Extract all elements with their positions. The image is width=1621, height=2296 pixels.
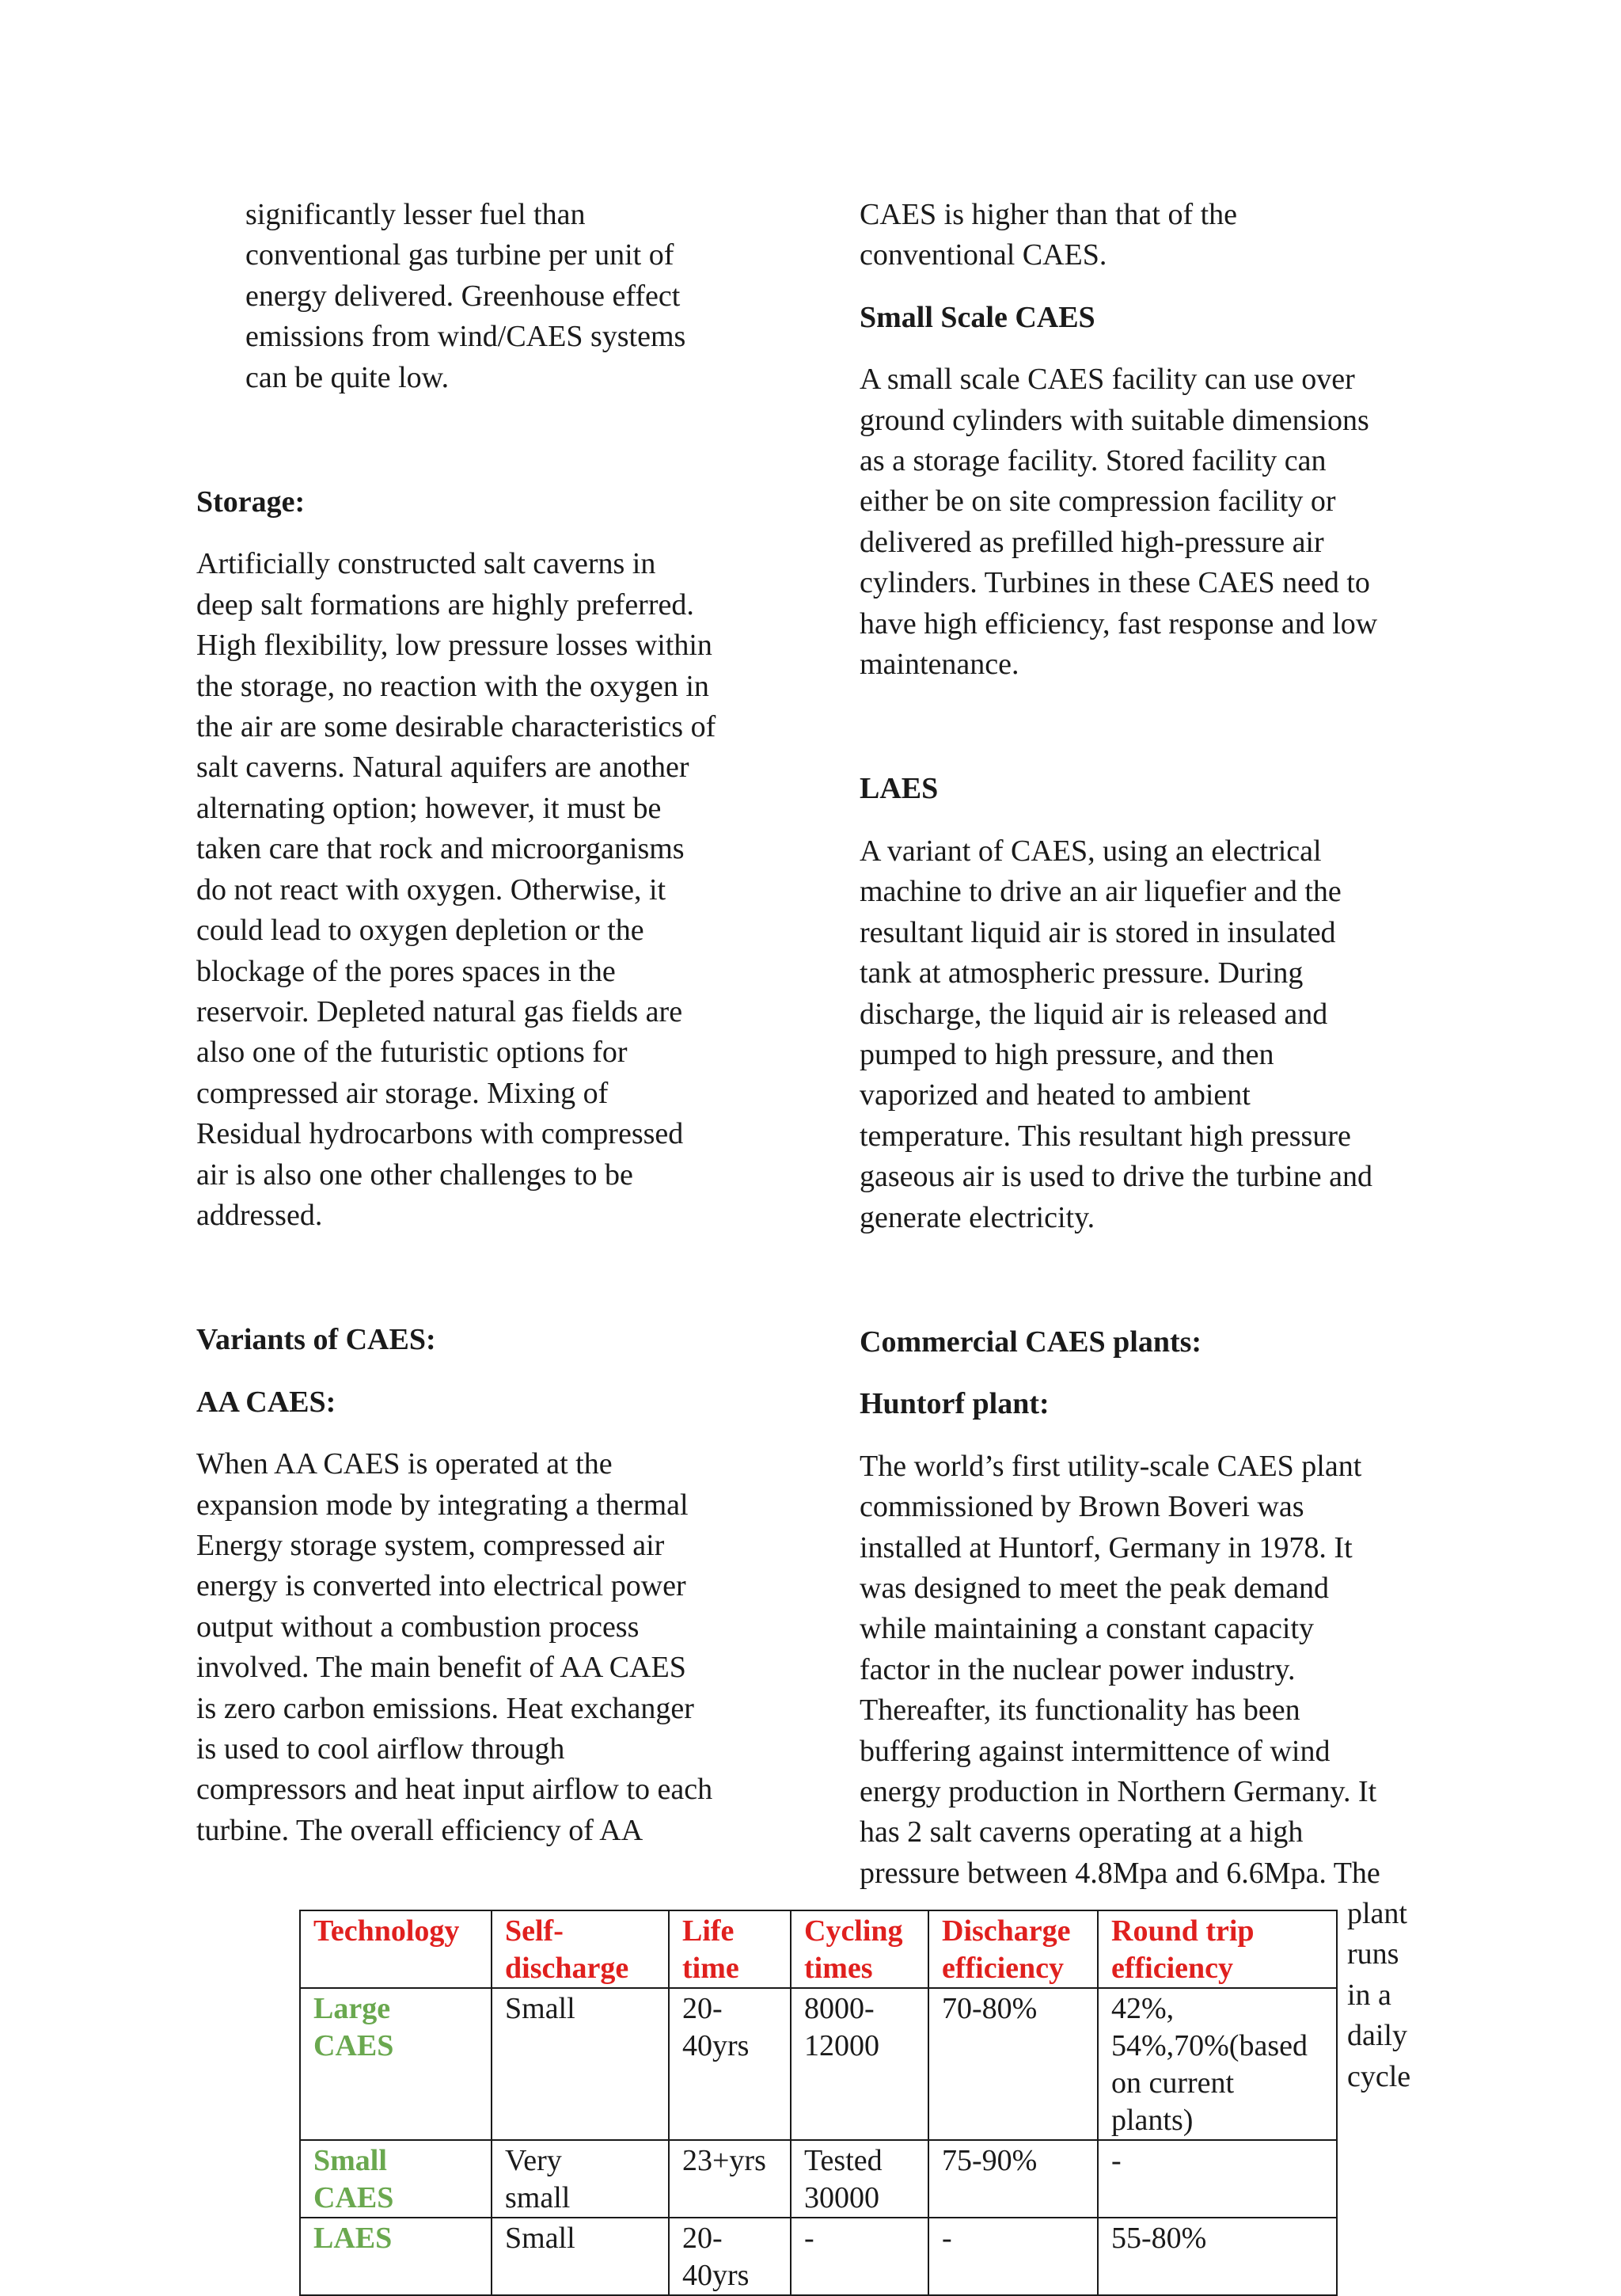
intro-paragraph <box>196 195 798 398</box>
header-technology: Technology <box>300 1910 492 1988</box>
text-line: turbine. The overall efficiency of AA <box>196 1813 643 1847</box>
technology-comparison-table <box>299 1910 1338 2296</box>
commercial-caes-heading: Commercial CAES plants: <box>860 1325 1202 1359</box>
text-line: taken care that rock and microorganisms <box>196 832 685 866</box>
text-line: was designed to meet the peak demand <box>860 1571 1330 1605</box>
text-line: temperature. This resultant high pressure <box>860 1119 1351 1153</box>
table-cell: - <box>791 2218 928 2295</box>
text-line: pressure between 4.8Mpa and 6.6Mpa. The <box>860 1856 1380 1890</box>
text-line: When AA CAES is operated at the <box>196 1447 613 1481</box>
header-cycling-times: Cycling times <box>791 1910 928 1988</box>
text-line: plant <box>1347 1897 1407 1930</box>
text-line: output without a combustion process <box>196 1610 640 1644</box>
technology-cell: LAES <box>300 2218 492 2295</box>
text-line: the air are some desirable characteristics of <box>196 710 716 744</box>
text-line: also one of the futuristic options for <box>196 1036 628 1070</box>
text-line: daily <box>1347 2019 1407 2053</box>
text-line: compressed air storage. Mixing of <box>196 1076 609 1110</box>
text-line: expansion mode by integrating a thermal <box>196 1488 689 1522</box>
huntorf-paragraph <box>860 1446 1445 1894</box>
technology-cell: Large CAES <box>300 1988 492 2140</box>
text-line: conventional gas turbine per unit of <box>245 238 674 272</box>
laes-paragraph <box>860 831 1445 1238</box>
text-line: buffering against intermittence of wind <box>860 1734 1331 1768</box>
text-line: is zero carbon emissions. Heat exchanger <box>196 1691 694 1725</box>
left-column <box>196 195 798 1851</box>
right-column <box>860 195 1445 1894</box>
text-line: significantly lesser fuel than <box>245 198 586 231</box>
text-line: in a <box>1347 1978 1391 2012</box>
table-cell: - <box>928 2218 1098 2295</box>
table-cell: 70-80% <box>928 1988 1098 2140</box>
table-cell: 75-90% <box>928 2140 1098 2218</box>
header-life-time: Life time <box>669 1910 791 1988</box>
text-line: gaseous air is used to drive the turbine and <box>860 1160 1372 1194</box>
text-line: either be on site compression facility or <box>860 485 1336 519</box>
text-line: conventional CAES. <box>860 238 1107 272</box>
text-line: Residual hydrocarbons with compressed <box>196 1117 684 1151</box>
text-line: air is also one other challenges to be <box>196 1158 633 1192</box>
header-discharge-efficiency: Discharge efficiency <box>928 1910 1098 1988</box>
table-header-row <box>300 1910 1337 1988</box>
text-line: cylinders. Turbines in these CAES need to <box>860 566 1370 600</box>
header-self-discharge: Self- discharge <box>492 1910 669 1988</box>
huntorf-paragraph-tail <box>1347 1894 1442 2097</box>
table-cell: Very small <box>492 2140 669 2218</box>
table-cell: Small <box>492 1988 669 2140</box>
text-line: resultant liquid air is stored in insulated <box>860 915 1336 949</box>
text-line: involved. The main benefit of AA CAES <box>196 1651 686 1685</box>
text-line: factor in the nuclear power industry. <box>860 1652 1296 1686</box>
header-round-trip-efficiency: Round trip efficiency <box>1098 1910 1337 1988</box>
table-cell: - <box>1098 2140 1337 2218</box>
laes-heading: LAES <box>860 772 939 806</box>
text-line: Artificially constructed salt caverns in <box>196 547 656 581</box>
text-line: do not react with oxygen. Otherwise, it <box>196 872 666 907</box>
text-line: has 2 salt caverns operating at a high <box>860 1815 1304 1849</box>
text-line: maintenance. <box>860 648 1019 682</box>
table-row <box>300 1988 1337 2140</box>
table-cell: 20- 40yrs <box>669 2218 791 2295</box>
text-line: pumped to high pressure, and then <box>860 1037 1274 1071</box>
text-line: energy delivered. Greenhouse effect <box>245 279 681 313</box>
table-cell: 23+yrs <box>669 2140 791 2218</box>
text-line: addressed. <box>196 1198 323 1232</box>
aa-caes-paragraph <box>196 1444 798 1851</box>
text-line: as a storage facility. Stored facility can <box>860 444 1327 478</box>
text-line: A small scale CAES facility can use over <box>860 363 1355 397</box>
text-line: cycle <box>1347 2059 1411 2093</box>
table-cell: Tested 30000 <box>791 2140 928 2218</box>
text-line: Energy storage system, compressed air <box>196 1528 665 1562</box>
aa-caes-heading: AA CAES: <box>196 1385 336 1419</box>
text-line: A variant of CAES, using an electrical <box>860 834 1322 868</box>
text-line: alternating option; however, it must be <box>196 791 662 825</box>
text-line: CAES is higher than that of the <box>860 198 1238 231</box>
text-line: deep salt formations are highly preferred. <box>196 587 694 622</box>
right-intro-paragraph <box>860 195 1445 276</box>
text-line: High flexibility, low pressure losses within <box>196 629 712 663</box>
text-line: energy production in Northern Germany. It <box>860 1775 1377 1808</box>
storage-heading: Storage: <box>196 485 306 519</box>
text-line: is used to cool airflow through <box>196 1732 565 1766</box>
text-line: generate electricity. <box>860 1200 1095 1234</box>
huntorf-heading: Huntorf plant: <box>860 1387 1050 1421</box>
technology-cell: Small CAES <box>300 2140 492 2218</box>
table-cell: 42%, 54%,70%(based on current plants) <box>1098 1988 1337 2140</box>
text-line: the storage, no reaction with the oxygen in <box>196 669 709 703</box>
text-line: vaporized and heated to ambient <box>860 1078 1251 1112</box>
table-cell: 20- 40yrs <box>669 1988 791 2140</box>
table-cell: 55-80% <box>1098 2218 1337 2295</box>
small-scale-paragraph <box>860 359 1445 685</box>
text-line: reservoir. Depleted natural gas fields are <box>196 994 683 1028</box>
text-line: machine to drive an air liquefier and the <box>860 875 1342 909</box>
text-line: could lead to oxygen depletion or the <box>196 914 644 948</box>
table-cell: 8000- 12000 <box>791 1988 928 2140</box>
text-line: tank at atmospheric pressure. During <box>860 956 1304 990</box>
text-line: emissions from wind/CAES systems <box>245 320 686 354</box>
text-line: blockage of the pores spaces in the <box>196 954 616 988</box>
table-row <box>300 2218 1337 2295</box>
text-line: ground cylinders with suitable dimensions <box>860 403 1369 437</box>
text-line: salt caverns. Natural aquifers are another <box>196 751 689 785</box>
text-line: discharge, the liquid air is released and <box>860 997 1328 1031</box>
table-cell: Small <box>492 2218 669 2295</box>
storage-paragraph <box>196 544 798 1236</box>
text-line: compressors and heat input airflow to each <box>196 1773 713 1807</box>
text-line: commissioned by Brown Boveri was <box>860 1490 1304 1524</box>
text-line: runs <box>1347 1937 1399 1971</box>
table-row <box>300 2140 1337 2218</box>
text-line: while maintaining a constant capacity <box>860 1612 1315 1646</box>
text-line: can be quite low. <box>245 360 450 394</box>
text-line: energy is converted into electrical power <box>196 1569 686 1603</box>
text-line: installed at Huntorf, Germany in 1978. It <box>860 1530 1353 1564</box>
text-line: The world’s first utility-scale CAES plant <box>860 1449 1362 1483</box>
text-line: delivered as prefilled high-pressure air <box>860 525 1324 559</box>
variants-heading: Variants of CAES: <box>196 1323 436 1357</box>
text-line: Thereafter, its functionality has been <box>860 1693 1300 1728</box>
text-line: have high efficiency, fast response and low <box>860 606 1378 641</box>
small-scale-caes-heading: Small Scale CAES <box>860 300 1095 334</box>
